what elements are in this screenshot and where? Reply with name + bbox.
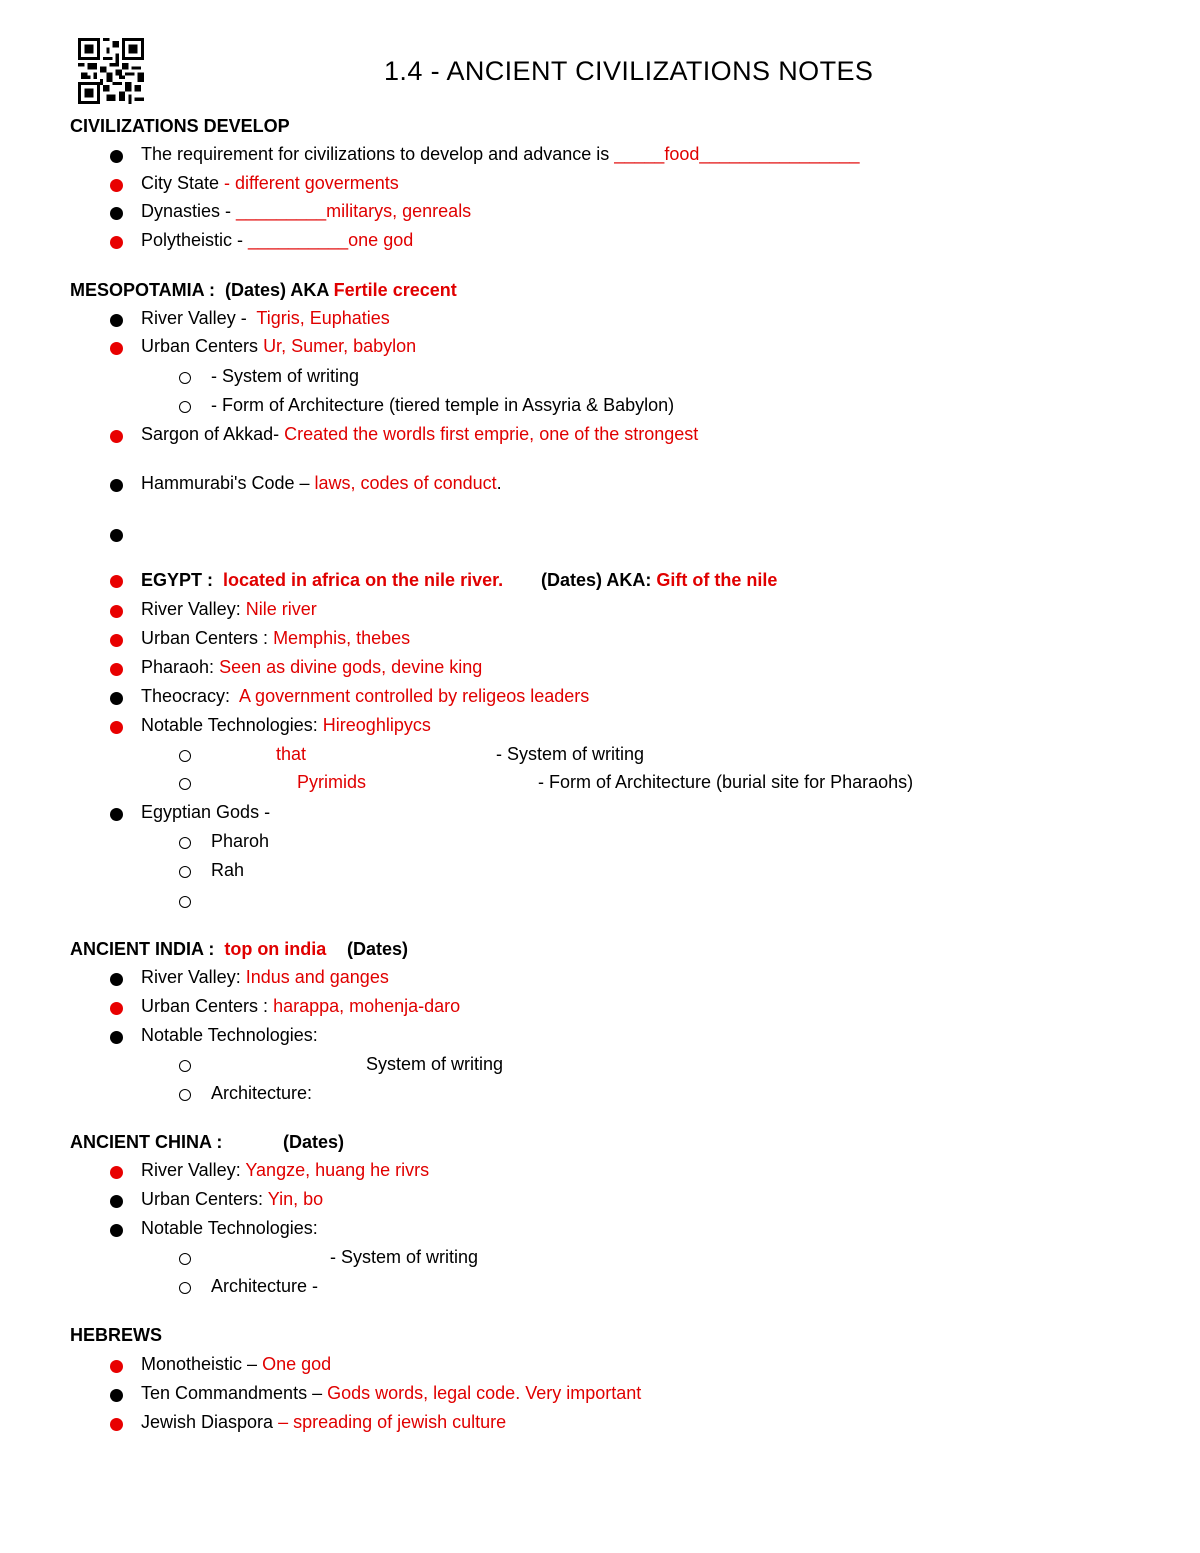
list-item: Architecture: <box>211 1083 313 1103</box>
egypt-dates: (Dates) AKA: Gift of the nile <box>541 570 778 590</box>
list-item: River Valley: Nile river <box>141 599 317 619</box>
bullet-icon <box>110 721 123 734</box>
list-item: Architecture - <box>211 1276 319 1296</box>
bullet-icon <box>110 575 123 588</box>
sub-bullet-icon <box>179 866 191 878</box>
section-heading-china: ANCIENT CHINA : <box>70 1132 223 1152</box>
bullet-icon <box>110 605 123 618</box>
bullet-icon <box>110 973 123 986</box>
bullet-icon <box>110 1224 123 1237</box>
sub-bullet-icon <box>179 1060 191 1072</box>
section-heading-hebrews: HEBREWS <box>70 1325 163 1345</box>
list-item: Pharaoh: Seen as divine gods, devine king <box>141 657 483 677</box>
bullet-icon <box>110 236 123 249</box>
bullet-icon <box>110 150 123 163</box>
list-item: Monotheistic – One god <box>141 1354 332 1374</box>
bullet-icon <box>110 1002 123 1015</box>
china-dates: (Dates) <box>283 1132 345 1152</box>
sub-bullet-icon <box>179 896 191 908</box>
bullet-icon <box>110 1166 123 1179</box>
list-item: Jewish Diaspora – spreading of jewish culture <box>141 1412 507 1432</box>
list-item: Notable Technologies: <box>141 1218 318 1238</box>
list-item: - System of writing <box>330 1247 479 1267</box>
list-item: Notable Technologies: Hireoghlipycs <box>141 715 431 735</box>
list-item: - System of writing <box>496 744 645 764</box>
bullet-icon <box>110 1418 123 1431</box>
bullet-icon <box>110 634 123 647</box>
list-item: River Valley - Tigris, Euphaties <box>141 308 390 328</box>
list-item: System of writing <box>366 1054 504 1074</box>
section-heading-egypt: EGYPT : located in africa on the nile river. <box>141 570 504 590</box>
list-item: - System of writing <box>211 366 360 386</box>
list-item: River Valley: Indus and ganges <box>141 967 389 987</box>
page-title: 1.4 - ANCIENT CIVILIZATIONS NOTES <box>384 56 874 86</box>
bullet-icon <box>110 207 123 220</box>
list-item: Ten Commandments – Gods words, legal code. Very important <box>141 1383 642 1403</box>
bullet-icon <box>110 663 123 676</box>
list-item-answer: that <box>276 744 307 764</box>
list-item: Pharoh <box>211 831 270 851</box>
sub-bullet-icon <box>179 837 191 849</box>
sub-bullet-icon <box>179 1089 191 1101</box>
list-item: Urban Centers : harappa, mohenja-daro <box>141 996 461 1016</box>
sub-bullet-icon <box>179 778 191 790</box>
bullet-icon <box>110 430 123 443</box>
section-heading-india: ANCIENT INDIA : top on india <box>70 939 327 959</box>
list-item: - Form of Architecture (burial site for Pharaohs) <box>538 772 914 792</box>
bullet-icon <box>110 179 123 192</box>
list-item: City State - different goverments <box>141 173 399 193</box>
sub-bullet-icon <box>179 1253 191 1265</box>
section-heading-civilizations: CIVILIZATIONS DEVELOP <box>70 116 290 136</box>
sub-bullet-icon <box>179 401 191 413</box>
bullet-icon <box>110 1389 123 1402</box>
list-item: Urban Centers : Memphis, thebes <box>141 628 411 648</box>
bullet-icon <box>110 314 123 327</box>
bullet-icon <box>110 1031 123 1044</box>
bullet-icon <box>110 692 123 705</box>
list-item: Urban Centers Ur, Sumer, babylon <box>141 336 417 356</box>
bullet-icon <box>110 529 123 542</box>
list-item: Egyptian Gods - <box>141 802 271 822</box>
list-item: River Valley: Yangze, huang he rivrs <box>141 1160 430 1180</box>
sub-bullet-icon <box>179 372 191 384</box>
list-item: - Form of Architecture (tiered temple in Assyria & Babylon) <box>211 395 675 415</box>
list-item-answer: Pyrimids <box>297 772 367 792</box>
qr-code-icon <box>78 38 144 109</box>
bullet-icon <box>110 1195 123 1208</box>
list-item: Urban Centers: Yin, bo <box>141 1189 324 1209</box>
list-item: Notable Technologies: <box>141 1025 318 1045</box>
list-item: Dynasties - _________militarys, genreals <box>141 201 472 221</box>
sub-bullet-icon <box>179 1282 191 1294</box>
list-item: Polytheistic - __________one god <box>141 230 414 250</box>
bullet-icon <box>110 808 123 821</box>
bullet-icon <box>110 479 123 492</box>
section-heading-mesopotamia: MESOPOTAMIA : (Dates) AKA Fertile crecent <box>70 280 457 300</box>
list-item: Sargon of Akkad- Created the wordls first emprie, one of the strongest <box>141 424 699 444</box>
sub-bullet-icon <box>179 750 191 762</box>
india-dates: (Dates) <box>347 939 409 959</box>
list-item: Hammurabi's Code – laws, codes of conduct. <box>141 473 502 493</box>
list-item: Theocracy: A government controlled by religeos leaders <box>141 686 590 706</box>
list-item: The requirement for civilizations to develop and advance is _____food________________ <box>141 144 860 164</box>
list-item: Rah <box>211 860 245 880</box>
bullet-icon <box>110 1360 123 1373</box>
bullet-icon <box>110 342 123 355</box>
